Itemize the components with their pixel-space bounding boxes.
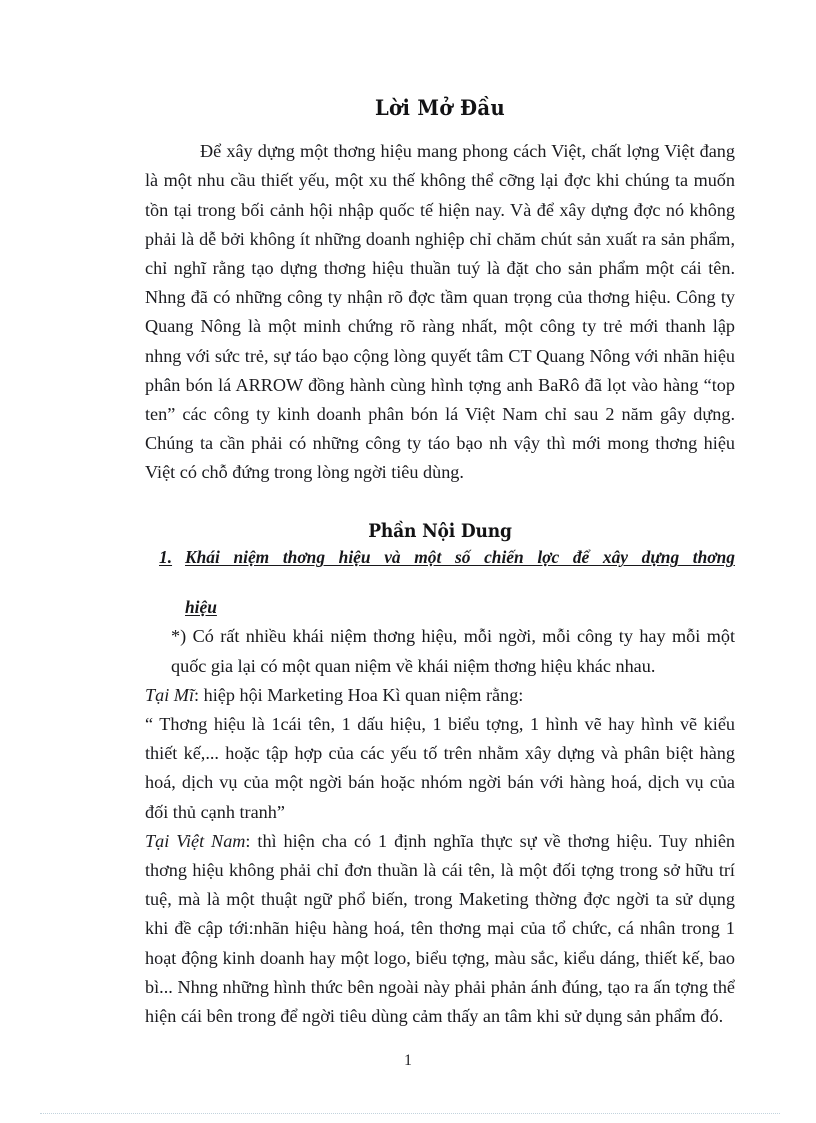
- vietnam-lead-rest: : thì hiện cha có 1 định nghĩa thực sự về thơng hiệu. Tuy nhiên thơng hiệu không phải chỉ đơn thuần là cái tên, là một đối tợng trong sở hữu trí tuệ, mà là một thuật ngữ phổ biến, trong Maketing thờng đợc ngời ta sử dụng khi đề cập tới:nhãn hiệu hàng hoá, tên thơng mại của tổ chức, cá nhân trong 1 hoạt động kinh doanh hay một logo, biểu tợng, màu sắc, kiểu dáng, thiết kế, bao bì... Nhng những hình thức bên ngoài này phải phản ánh đúng, tạo ra ấn tợng thể hiện cái bên trong để ngời tiêu dùng cảm thấy an tâm khi sử dụng sản phẩm đó.: [145, 830, 735, 1027]
- page-title: Lời Mở Đầu: [374, 95, 506, 120]
- numbered-heading-line-2: hiệu: [185, 597, 217, 618]
- usa-lead-rest: : hiệp hội Marketing Hoa Kì quan niệm rằng:: [194, 684, 524, 705]
- document-content: [145, 0, 735, 1031]
- numbered-heading-1: [145, 545, 735, 620]
- intro-paragraph: Để xây dựng một thơng hiệu mang phong cách Việt, chất lợng Việt đang là một nhu cầu thiết yếu, một xu thế không thể cỡng lại đợc khi chúng ta muốn tồn tại trong bối cảnh hội nhập quốc tế hiện nay. Và để xây dựng đợc nó không phải là dễ bởi không ít những doanh nghiệp chỉ chăm chút sản xuất ra sản phẩm, chỉ nghĩ rằng tạo dựng thơng hiệu thuần tuý là đặt cho sản phẩm một cái tên. Nhng đã có những công ty nhận rõ đợc tầm quan trọng của thơng hiệu. Công ty Quang Nông là một minh chứng rõ ràng nhất, một công ty trẻ mới thanh lập nhng với sức trẻ, sự táo bạo cộng lòng quyết tâm CT Quang Nông với nhãn hiệu phân bón lá ARROW đồng hành cùng hình tợng anh BaRô đã lọt vào hàng “top ten” các công ty kinh doanh phân bón lá Việt Nam chỉ sau 2 năm gây dựng. Chúng ta cần phải có những công ty táo bạo nh vậy thì mới mong thơng hiệu Việt có chỗ đứng trong lòng ngời tiêu dùng.: [145, 141, 735, 483]
- usa-definition-line: [145, 681, 735, 710]
- usa-lead-label: Tại Mĩ: [145, 684, 195, 705]
- page-number: 1: [404, 1052, 412, 1069]
- vietnam-lead-label: Tại Việt Nam: [145, 830, 246, 851]
- scan-edge-artifact: [40, 1113, 780, 1115]
- vietnam-definition-paragraph: [145, 827, 735, 1031]
- spacer: [145, 488, 735, 521]
- star-note-paragraph: *) Có rất nhiều khái niệm thơng hiệu, mỗi ngời, mỗi công ty hay mỗi một quốc gia lại có một quan niệm về khái niệm thơng hiệu khác nhau.: [171, 626, 735, 676]
- numbered-heading-number: 1.: [159, 547, 173, 568]
- numbered-heading-line-1: Khái niệm thơng hiệu và một số chiến lợc để xây dựng thơng: [185, 547, 735, 568]
- numbered-heading-text: [185, 545, 735, 620]
- section-heading-main-content: Phần Nội Dung: [368, 519, 512, 542]
- spacer: [145, 119, 735, 137]
- usa-definition-quote: “ Thơng hiệu là 1cái tên, 1 dấu hiệu, 1 biểu tợng, 1 hình vẽ hay hình vẽ kiểu thiết kế,... hoặc tập hợp của các yếu tố trên nhằm xây dựng và phân biệt hàng hoá, dịch vụ của một ngời bán hoặc nhóm ngời bán với hàng hoá, dịch vụ của đối thủ cạnh tranh”: [145, 713, 735, 822]
